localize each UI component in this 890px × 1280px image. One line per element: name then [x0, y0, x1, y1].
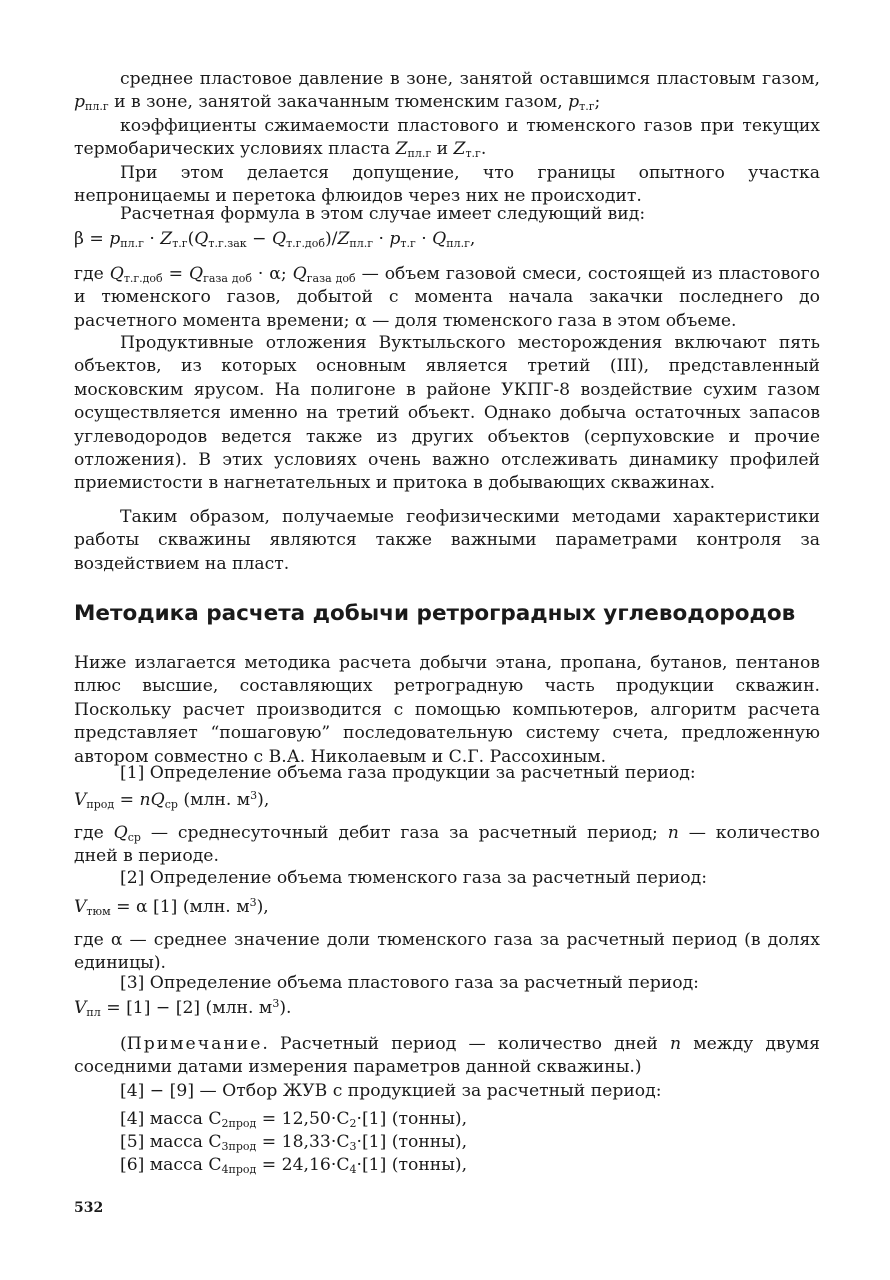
step-3-label: [3] Определение объема пластового газа за расчетный период:	[120, 973, 699, 993]
page-number: 532	[74, 1200, 104, 1216]
paragraph-formula-intro: Расчетная формула в этом случае имеет следующий вид:	[120, 204, 646, 224]
mass-row: [4] масса $C_{2прод} = 12,50\cdot C_2\cdot[1]$ (тонны),	[120, 1109, 468, 1130]
formula-v-pl: $V_{пл} = [1] - [2]$ (млн. $м^3$).	[74, 997, 292, 1019]
formula-beta: $\beta = p_{пл.г} \cdot Z_{т.г}(Q_{т.г.зак} - Q_{т.г.доб})/Z_{пл.г} \cdot p_{т.г} \cdot Q_{пл.г}$,	[74, 229, 476, 250]
paragraph-assumption: При этом делается допущение, что границы опытного участка непроницаемы и перетока флюидов через них не происходит.	[74, 163, 820, 207]
formula-v-tum: $V_{тюм} = \alpha$ [1] (млн. $м^3$),	[74, 896, 269, 918]
paragraph-zhuv: [4] − [9] — Отбор ЖУВ с продукцией за расчетный период:	[120, 1081, 662, 1101]
formula-v-prod: $V_{прод} = nQ_{ср}$ (млн. $м^3$),	[74, 789, 270, 811]
section-heading: Методика расчета добычи ретроградных углеводородов	[74, 601, 796, 626]
paragraph-conclusion: Таким образом, получаемые геофизическими методами характеристики работы скважины являются также важными параметрами контроля за воздействием на пласт.	[74, 507, 820, 574]
mass-row: [5] масса $C_{3прод} = 18,33\cdot C_3\cdot[1]$ (тонны),	[120, 1132, 468, 1153]
paragraph-method-intro: Ниже излагается методика расчета добычи этана, пропана, бутанов, пентанов плюс высшие, составляющих ретроградную часть продукции скважин. Поскольку расчет производится с помощью компьютеров, алгоритм расчета представляет “пошаговую” последовательную систему счета, предложенную автором совместно с В.А. Николаевым и С.Г. Рассохиным.	[74, 653, 820, 767]
mass-row: [6] масса $C_{4прод} = 24,16\cdot C_4\cdot[1]$ (тонны),	[120, 1155, 468, 1176]
note-paragraph: (Примечание. Расчетный период — количество дней n между двумя соседними датами измерения параметров данной скважины.)	[74, 1034, 821, 1078]
paragraph-where-q: где $Q_{т.г.доб} = Q_{газа доб} \cdot \alpha$; $Q_{газа доб}$ — объем газовой смеси, состоящей из пластового и тюменского газов, добытой с момента начала закачки последнего до расчетного момента времени; α — доля тюменского газа в этом объеме.	[74, 264, 820, 331]
paragraph-coefficients: коэффициенты сжимаемости пластового и тюменского газов при текущих термобарических условиях пласта $Z_{пл.г}$ и $Z_{т.г}$.	[74, 116, 820, 161]
paragraph-vuktyl: Продуктивные отложения Вуктыльского месторождения включают пять объектов, из которых основным является третий (III), представленный московским ярусом. На полигоне в районе УКПГ-8 воздействие сухим газом осуществляется именно на третий объект. Однако добыча остаточных запасов углеводородов ведется также из других объектов (серпуховские и прочие отложения). В этих условиях очень важно отслеживать динамику профилей приемистости в нагнетательных и притока в добывающих скважинах.	[74, 333, 820, 494]
paragraph-where-alpha: где α — среднее значение доли тюменского газа за расчетный период (в долях единицы).	[74, 930, 820, 974]
step-1-label: [1] Определение объема газа продукции за расчетный период:	[120, 763, 696, 783]
step-2-label: [2] Определение объема тюменского газа за расчетный период:	[120, 868, 708, 888]
paragraph-pressure: среднее пластовое давление в зоне, занятой оставшимся пластовым газом, $p_{пл.г}$ и в зоне, занятой закачанным тюменским газом, $p_{т.г}$;	[74, 69, 820, 114]
paragraph-where-qcp: где $Q_{ср}$ — среднесуточный дебит газа за расчетный период; n — количество дней в периоде.	[74, 823, 820, 867]
